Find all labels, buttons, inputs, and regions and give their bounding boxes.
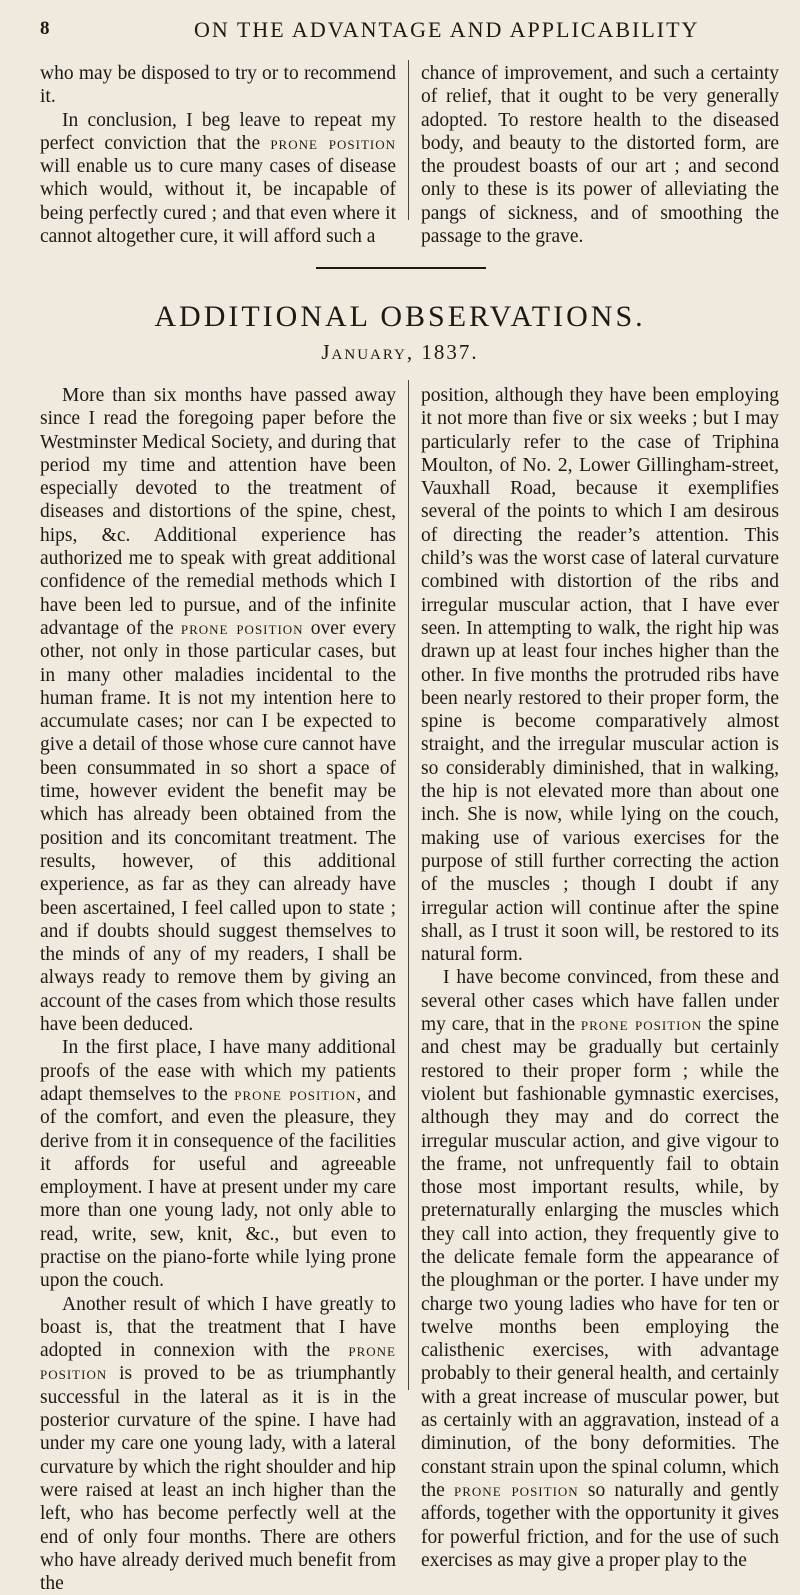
small-caps-term: prone position [180,617,304,638]
text-run: I have become convinced, from these and several other cases which have fallen under my care, that in the [421,967,779,1036]
paragraph: position, although they have been employing it not more than five or six weeks ; but I may particularly refer to the case of Triphina Moulton, of No. 2, Lower Gillingham-street, Vauxhall Road, because it exemplifies several of the points to which I am desirous of directing the reader’s attention. This child’s was the worst case of lateral curvature combined with distortion of the ribs and irregular muscular action, that I have ever seen. In attempting to walk, the right hip was drawn up at least four inches higher than the other. In five months the protruded ribs have been nearly restored to their proper form, the spine is become comparatively almost straight, and the irregular muscular action is so considerably diminished, that in walking, the hip is not elevated more than about one inch. She is now, while lying on the couch, making use of various exercises for the purpose of still further correcting the action of the muscles ; though I doubt if any irregular action will continue after the spine shall, as I trust it soon will, be restored to its natural form. [421,385,779,966]
paragraph: chance of improvement, and such a certainty of relief, that it ought to be very generally adopted. To restore health to the diseased body, and beauty to the distorted form, are the proudest boasts of our art ; and second only to these is its power of alleviating the pangs of sickness, and of smoothing the passage to the grave. [421,63,779,248]
text-run: is proved to be as triumphantly successful in the lateral as it is in the posterior curvature of the spine. I have had under my care one young lady, with a lateral curvature by which the right shoulder and hip were raised at least an inch higher than the left, who has become perfectly well at the end of only four months. There are others who have already derived much benefit from the [40,1363,396,1595]
text-run: , and of the comfort, and even the pleasure, they derive from it in consequence of the facilities it affords for useful and agreeable employment. I have at present under my care more than one young lady, not only able to read, write, sew, knit, &c., but even to practise on the piano-forte while lying prone upon the couch. [40,1083,396,1292]
top-left-column [40,62,396,248]
paragraph [40,1293,396,1595]
page-number: 8 [40,18,50,39]
small-caps-term: prone position [40,1340,396,1384]
section-title: ADDITIONAL OBSERVATIONS. [154,300,646,333]
text-run: so naturally and gently affords, together with the opportunity it gives for powerful friction, and for the use of such exercises as may give a proper play to the [421,1479,779,1571]
small-caps-term: prone position [234,1083,357,1104]
text-run: More than six months have passed away since I read the foregoing paper before the Westminster Medical Society, and during that period my time and attention have been especially devoted to the treatment of diseases and distortions of the spine, chest, hips, &c. Additional experience has authorized me to speak with great additional confidence of the remedial methods which I have been led to pursue, and of the infinite advantage of the [40,385,396,639]
main-left-column [40,384,396,1595]
section-divider [316,267,486,269]
paragraph [421,966,779,1572]
text-run: the spine and chest may be gradually but certainly restored to their proper form ; while the violent but fashionable gymnastic exercises, although they may and do correct the irregular muscular action, and give vigour to the frame, not unfrequently fail to obtain those most important results, while, by preternaturally enlarging the muscles which they call into action, they frequently give to the delicate female form the appearance of the ploughman or the porter. I have under my charge two young ladies who have for ten or twelve months been employing the calisthenic exercises, with advantage probably to their general health, and certainly with a great increase of muscular power, but as certainly with an aggravation, instead of a diminution, of the bony deformities. The constant strain upon the spinal column, which the [421,1014,780,1501]
text-run: In conclusion, I beg leave to repeat my perfect conviction that the [40,109,396,154]
column-divider [408,380,409,1390]
top-right-column [421,62,779,248]
paragraph [40,1036,396,1292]
running-head [40,14,760,44]
small-caps-term: prone position [454,1479,579,1500]
date-text: January, 1837. [321,340,479,364]
text-run: over every other, not only in those particular cases, but in many other maladies incidental to the human frame. It is not my intention here to accumulate cases; nor can I be expected to give a detail of those whose cure cannot have been consummated in so short a space of time, however evident the benefit may be which has already been obtained from the position and its concomitant treatment. The results, however, of this additional experience, as far as they can already have been ascertained, I feel called upon to state ; and if doubts should suggest themselves to the minds of any of my readers, I shall be always ready to remove them by giving an account of the cases from which those results have been deduced. [40,617,397,1036]
running-title: ON THE ADVANTAGE AND APPLICABILITY [194,17,700,42]
paragraph [40,109,396,249]
main-right-column [421,384,779,1572]
small-caps-term: prone position [270,132,397,153]
paragraph: who may be disposed to try or to recommend it. [40,63,396,108]
text-run: will enable us to cure many cases of disease which would, without it, be incapable of being perfectly cured ; and that even where it cannot altogether cure, it will afford such a [40,156,396,248]
text-run: In the first place, I have many additional proofs of the ease with which my patients adapt themselves to the [40,1037,396,1105]
small-caps-term: prone position [580,1014,703,1035]
column-divider [408,60,409,220]
paragraph [40,384,396,1036]
text-run: Another result of which I have greatly to boast is, that the treatment that I have adopted in connexion with the [40,1293,396,1362]
section-date [40,340,760,365]
